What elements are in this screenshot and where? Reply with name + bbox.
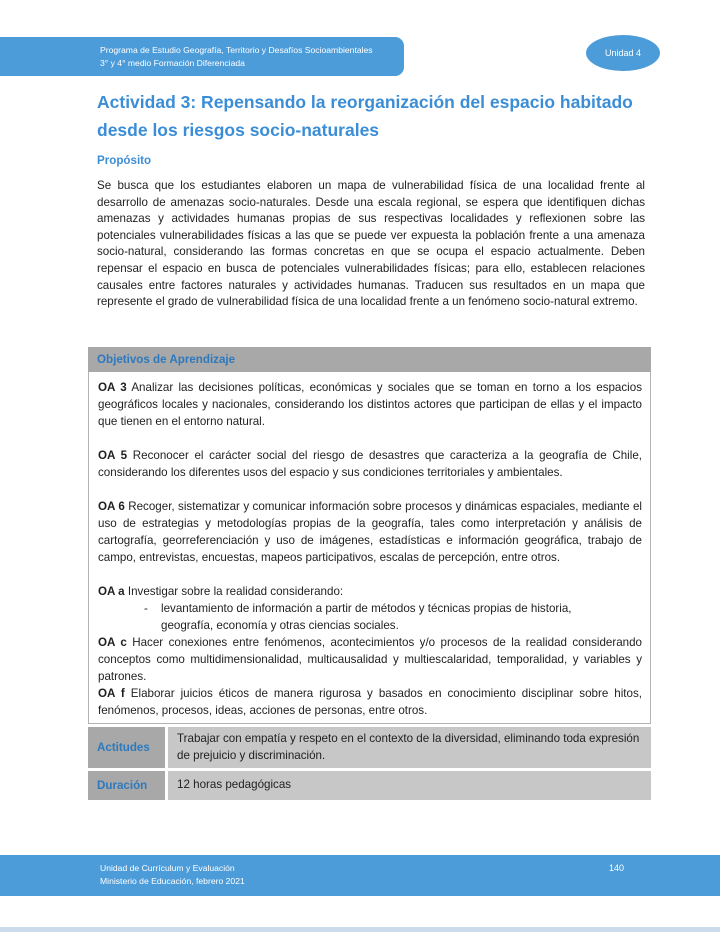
oa-bullet-item bbox=[98, 600, 642, 634]
page-title bbox=[97, 88, 657, 144]
bullet-dash: - bbox=[144, 602, 148, 615]
oa-item-label: OA c bbox=[98, 636, 127, 649]
actitudes-label: Actitudes bbox=[88, 727, 165, 768]
footer-credits bbox=[100, 862, 245, 888]
oa-item bbox=[98, 447, 642, 481]
page-footer-bar bbox=[0, 855, 720, 896]
oa-item bbox=[98, 379, 642, 430]
oa-item-label: OA 6 bbox=[98, 500, 125, 513]
oa-item-text: Analizar las decisiones políticas, económicas y sociales que se toman en torno a los espacios geográficos locales y nacionales, considerando los distintos actores que participan de ellas y el impacto que tienen en el entorno natural. bbox=[98, 381, 642, 428]
page-title-line2: desde los riesgos socio-naturales bbox=[97, 120, 380, 140]
objetivos-table bbox=[88, 347, 651, 800]
oa-item bbox=[98, 634, 642, 685]
proposito-paragraph: Se busca que los estudiantes elaboren un mapa de vulnerabilidad física de una localidad frente al desarrollo de amenazas socio-naturales. Desde una escala regional, se espera que identifiquen dichas amenazas y actividades humanas propias de sus respectivas localidades y reflexionen sobre las potenciales vulnerabilidades físicas a las que se puede ver expuesta la población frente a una amenaza socio-natural, considerando las formas concretas en que se ocupa el espacio actualmente. Deben repensar el espacio en busca de potenciales vulnerabilidades físicas; para ello, establecen relaciones causales entre factores naturales y actividades humanas. Traducen sus resultados en un mapa que represente el grado de vulnerabilidad física de una localidad frente a un fenómeno socio-natural extremo. bbox=[97, 179, 645, 309]
unit-badge-label: Unidad 4 bbox=[604, 48, 642, 58]
objetivos-body bbox=[88, 372, 651, 724]
oa-item-text: Recoger, sistematizar y comunicar información sobre procesos y dinámicas espaciales, mediante el uso de estrategias y metodologías propias de la geografía, tales como interpretación y análisis de cartografía, georreferenciación y uso de imágenes, estadísticas e información geográfica, trabajo de campo, entrevistas, encuestas, mapeos participativos, escalas de percepción, entre otros. bbox=[98, 500, 642, 564]
oa-item-label: OA a bbox=[98, 585, 125, 598]
footer-line1: Unidad de Currículum y Evaluación bbox=[100, 863, 235, 873]
oa-item-label: OA 3 bbox=[98, 381, 127, 394]
actitudes-row bbox=[88, 727, 651, 768]
oa-item-text: Elaborar juicios éticos de manera rigurosa y basados en conocimiento disciplinar sobre hitos, fenómenos, procesos, ideas, acciones de personas, entre otros. bbox=[98, 687, 642, 717]
duracion-row bbox=[88, 771, 651, 800]
oa-item bbox=[98, 685, 642, 719]
oa-item bbox=[98, 583, 642, 600]
oa-item-text: Hacer conexiones entre fenómenos, acontecimientos y/o procesos de la realidad considerando conceptos como multidimensionalidad, multicausalidad y multiescalaridad, temporalidad, y variables y patrones. bbox=[98, 636, 642, 683]
page-number: 140 bbox=[608, 863, 624, 873]
program-title-line2: 3° y 4° medio Formación Diferenciada bbox=[100, 57, 245, 68]
page-bottom-edge bbox=[0, 927, 720, 932]
oa-item-label: OA 5 bbox=[98, 449, 128, 462]
duracion-label: Duración bbox=[88, 771, 165, 800]
oa-item-text: Reconocer el carácter social del riesgo de desastres que caracteriza a la geografía de Chile, considerando los diferentes usos del espacio y sus condiciones territoriales y ambientales. bbox=[98, 449, 642, 479]
duracion-text: 12 horas pedagógicas bbox=[168, 771, 651, 800]
footer-line2: Ministerio de Educación, febrero 2021 bbox=[100, 876, 245, 886]
objetivos-header: Objetivos de Aprendizaje bbox=[88, 347, 651, 372]
oa-item-label: OA f bbox=[98, 687, 125, 700]
page-title-line1: Actividad 3: Repensando la reorganización del espacio habitado bbox=[97, 92, 633, 112]
unit-badge bbox=[586, 35, 660, 71]
oa-item bbox=[98, 498, 642, 566]
program-title-line1: Programa de Estudio Geografía, Territorio y Desafíos Socioambientales bbox=[100, 45, 373, 55]
proposito-heading: Propósito bbox=[97, 154, 152, 167]
oa-item-text: Investigar sobre la realidad considerando: bbox=[124, 585, 344, 598]
actitudes-text: Trabajar con empatía y respeto en el contexto de la diversidad, eliminando toda expresión de prejuicio y discriminación. bbox=[168, 727, 651, 768]
program-header-bar bbox=[0, 37, 404, 76]
oa-bullet-text: levantamiento de información a partir de métodos y técnicas propias de historia, geografía, economía y otras ciencias sociales. bbox=[161, 602, 572, 632]
